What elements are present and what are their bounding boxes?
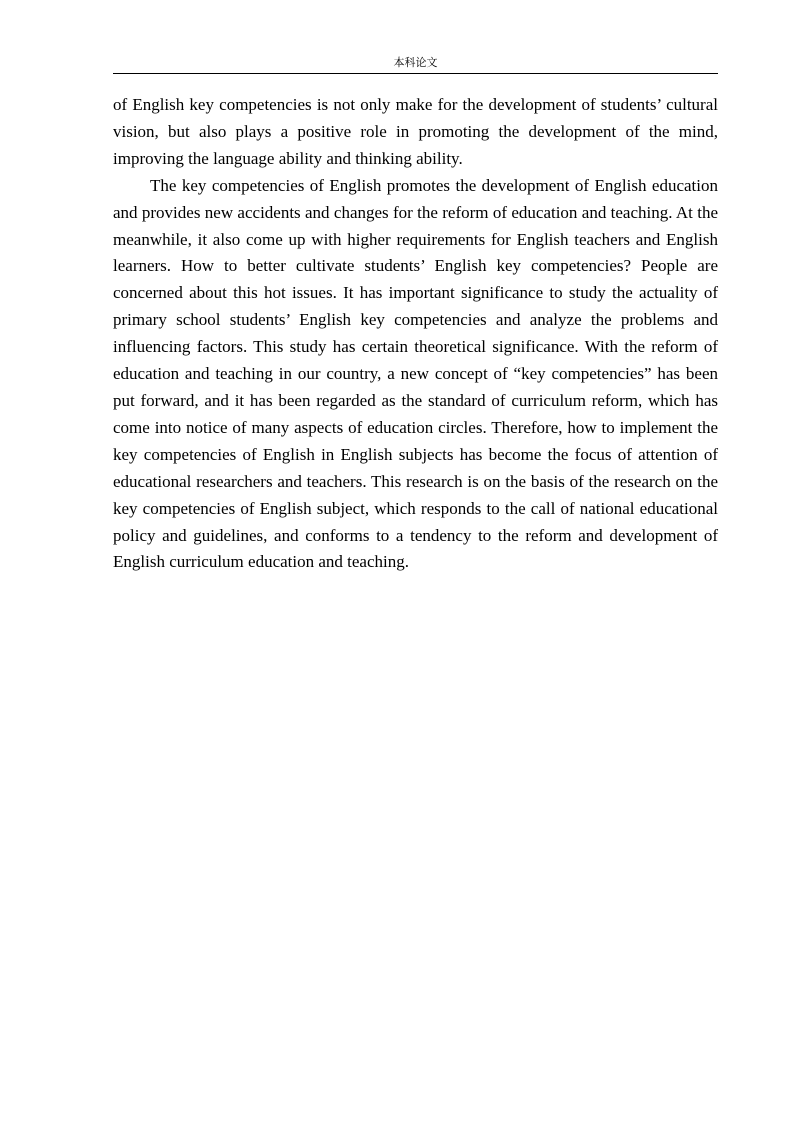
body-text: [113, 92, 718, 576]
running-header: 本科论文: [393, 56, 438, 69]
paragraph-continuation: of English key competencies is not only make for the development of students’ cultural vision, but also plays a positive role in promoting the development of the mind, improving the language ability and thinking ability.: [113, 95, 718, 168]
header-divider: [113, 73, 718, 74]
paragraph: The key competencies of English promotes the development of English education and provides new accidents and changes for the reform of education and teaching. At the meanwhile, it also come up with higher requirements for English teachers and English learners. How to better cultivate students’ English key competencies? People are concerned about this hot issues. It has important significance to study the actuality of primary school students’ English key competencies and analyze the problems and influencing factors. This study has certain theoretical significance. With the reform of education and teaching in our country, a new concept of “key competencies” has been put forward, and it has been regarded as the standard of curriculum reform, which has come into notice of many aspects of education circles. Therefore, how to implement the key competencies of English in English subjects has become the focus of attention of educational researchers and teachers. This research is on the basis of the research on the key competencies of English subject, which responds to the call of national educational policy and guidelines, and conforms to a tendency to the reform and development of English curriculum education and teaching.: [113, 175, 718, 572]
